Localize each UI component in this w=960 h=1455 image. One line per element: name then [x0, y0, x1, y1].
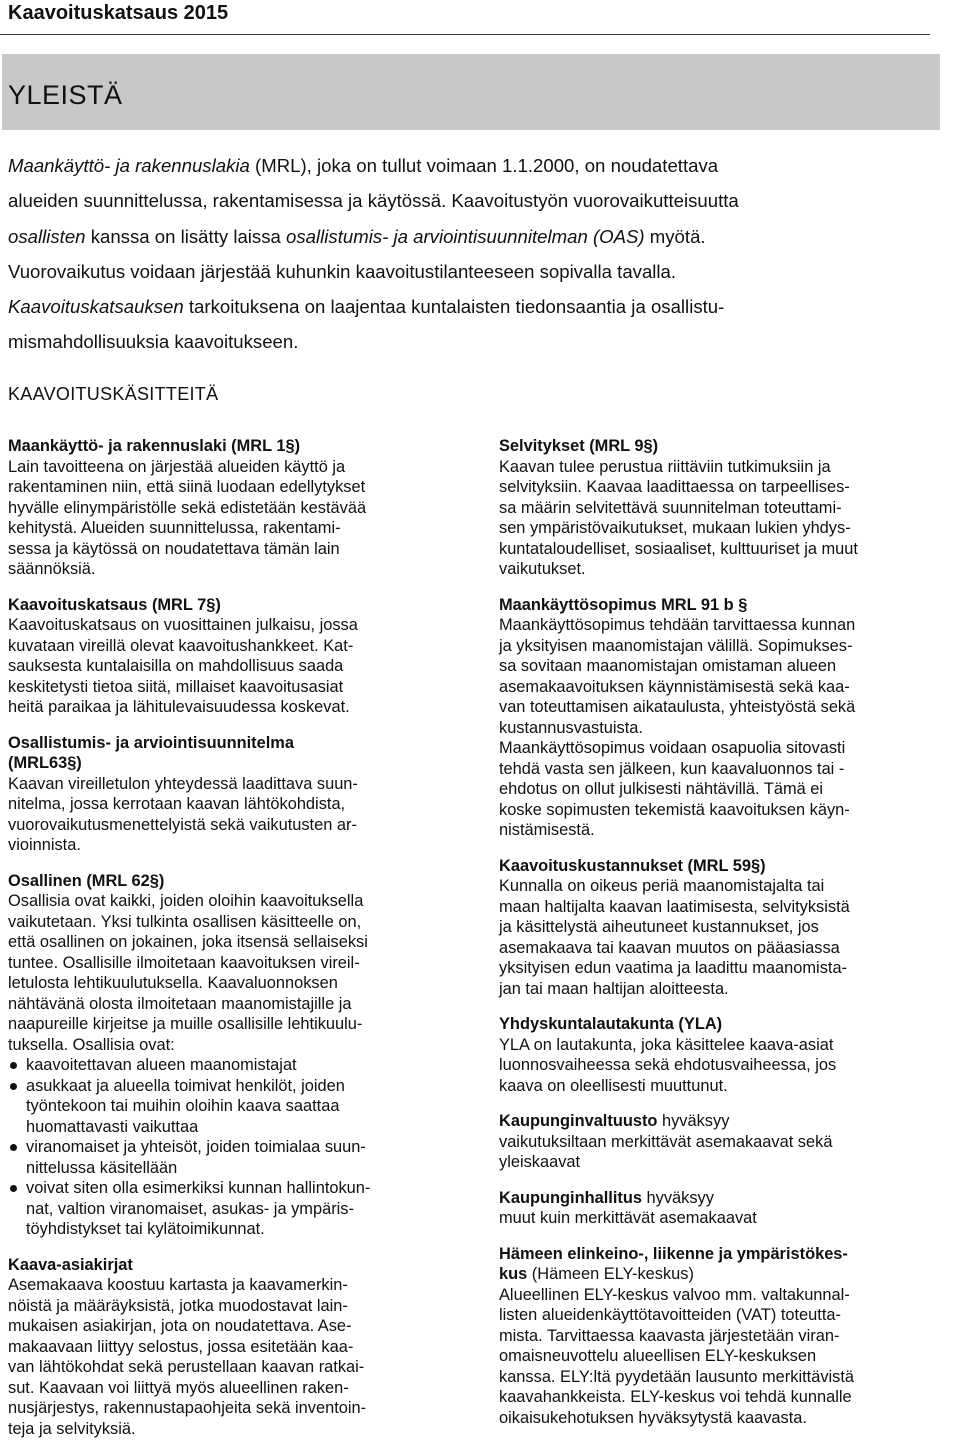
- entry-text-line: sen ympäristövaikutukset, mukaan lukien yhdys-: [499, 519, 851, 537]
- entry-text-line: vaikutetaan. Yksi tulkinta osallisen käsitteelle on,: [8, 912, 362, 931]
- entry-text-line: mista. Tarvittaessa kaavasta järjestetään viran-: [499, 1326, 840, 1345]
- entry-oas: [8, 733, 468, 856]
- entry-text-line: Lain tavoitteena on järjestää alueiden käyttö ja: [8, 457, 346, 476]
- entry-text-line: kanssa. ELY:ltä pyydetään lausunto merkittävistä: [499, 1367, 855, 1386]
- entry-heading: Maankäyttö- ja rakennuslaki (MRL 1§): [8, 437, 301, 455]
- entry-text-line: kaava on oleellisesti muuttunut.: [499, 1076, 728, 1095]
- entry-text-line: keskitetysti tietoa siitä, millaiset kaavoitusasiat: [8, 677, 344, 696]
- entry-mrl: [8, 436, 468, 580]
- osalliset-list: [8, 1055, 468, 1240]
- list-item-line: kaavoitettavan alueen maanomistajat: [26, 1056, 297, 1074]
- entry-text-line: nistämisestä.: [499, 821, 595, 839]
- entry-heading: Kaupunginhallitus hyväksyy: [499, 1188, 714, 1207]
- entry-text-line: nähtävänä olosta ilmoitetaan maanomistajille ja: [8, 994, 352, 1013]
- entry-text-line: omaisneuvottelu alueellisen ELY-keskuksen: [499, 1347, 817, 1365]
- entry-text-line: Kaavoituskatsaus on vuosittainen julkaisu, jossa: [8, 616, 358, 634]
- intro-line: Kaavoituskatsauksen tarkoituksena on laajentaa kuntalaisten tiedonsaantia ja osallistu-: [8, 296, 725, 318]
- list-item: [8, 1137, 468, 1178]
- entry-text-line: van lähtökohdat sekä perustellaan kaavan ratkai-: [8, 1358, 365, 1376]
- entry-text-line: vioinnista.: [8, 836, 81, 854]
- entry-heading: Maankäyttösopimus MRL 91 b §: [499, 595, 748, 614]
- entry-text-line: YLA on lautakunta, joka käsittelee kaava-asiat: [499, 1035, 834, 1054]
- list-item-line: nittelussa käsitellään: [26, 1158, 178, 1177]
- entry-text-line: selvityksiin. Kaavaa laadittaessa on tarpeellises-: [499, 478, 850, 496]
- entry-kaavoituskustannukset: [499, 856, 959, 1000]
- entry-text-line: makaavaan liittyy selostus, jossa esitetään kaa-: [8, 1337, 354, 1356]
- entry-text-line: sessa ja käytössä on noudatettava tämän lain: [8, 539, 340, 558]
- entry-text-line: asemakaava tai kaavan muutos on pääasiassa: [499, 938, 840, 957]
- list-item-line: viranomaiset ja yhteisöt, joiden toimialaa suun-: [26, 1138, 366, 1156]
- entry-text-line: muut kuin merkittävät asemakaavat: [499, 1209, 757, 1227]
- list-item-line: töyhdistykset tai kylätoimikunnat.: [26, 1220, 265, 1238]
- entry-heading: Selvitykset (MRL 9§): [499, 437, 659, 455]
- entry-heading: Kaava-asiakirjat: [8, 1255, 133, 1274]
- intro-term-oas: osallistumis- ja arviointisuunnitelman (OAS): [286, 225, 645, 247]
- entry-text-line: että osallinen on jokainen, joka itsensä sellaiseksi: [8, 933, 368, 951]
- entry-text-line: vuorovaikutusmenettelyistä sekä vaikutusten ar-: [8, 815, 357, 834]
- banner-title: YLEISTÄ: [8, 80, 123, 110]
- entry-text-line: sut. Kaavaan voi liittyä myös alueellinen raken-: [8, 1378, 349, 1397]
- entry-text-line: listen alueidenkäyttötavoitteiden (VAT) toteutta-: [499, 1306, 841, 1324]
- entry-text-line: rakentaminen niin, että siinä luodaan edellytykset: [8, 478, 366, 496]
- entry-heading: Osallistumis- ja arviointisuunnitelma: [8, 733, 294, 752]
- entry-text-line: nusjärjestys, rakennustapaohjeita sekä inventoin-: [8, 1399, 367, 1417]
- entry-heading: Kaupunginvaltuusto hyväksyy: [499, 1112, 730, 1130]
- entry-text-line: nitelma, jossa kerrotaan kaavan lähtökohdista,: [8, 795, 346, 813]
- entry-text-line: Maankäyttösopimus voidaan osapuolia sitovasti: [499, 739, 846, 757]
- intro-line: Vuorovaikutus voidaan järjestää kuhunkin kaavoitustilanteeseen sopivalla tavalla.: [8, 260, 677, 282]
- list-item-line: huomattavasti vaikuttaa: [26, 1117, 199, 1136]
- entry-text-line: maan haltijalta kaavan laatimisesta, selvityksistä: [499, 897, 850, 916]
- intro-term-osalliset: osallisten: [8, 225, 86, 247]
- entry-text-line: jan tai maan haltijan aloitteesta.: [499, 979, 729, 998]
- entry-text-line: van toteuttamisen aikataulusta, yhteistyöstä sekä: [499, 698, 856, 716]
- concepts-heading: KAAVOITUSKÄSITTEITÄ: [8, 384, 219, 404]
- right-column: [499, 436, 959, 1428]
- entry-yla: [499, 1014, 959, 1096]
- entry-text-line: teja ja selvityksiä.: [8, 1419, 136, 1438]
- entry-maankayttosopimus: [499, 595, 959, 841]
- entry-text-line: ja yksityisen maanomistajan välillä. Sopimukses-: [499, 636, 853, 655]
- entry-text-line: Alueellinen ELY-keskus valvoo mm. valtakunnal-: [499, 1285, 850, 1304]
- entry-text-line: yksityisen edun vaatima ja laadittu maanomista-: [499, 959, 848, 977]
- list-item: [8, 1178, 468, 1240]
- list-item-line: nat, valtion viranomaiset, asukas- ja ympäris-: [26, 1199, 354, 1218]
- intro-line: alueiden suunnittelussa, rakentamisessa ja käytössä. Kaavoitustyön vuorovaikutteisuutta: [8, 190, 739, 212]
- entry-text-line: Kunnalla on oikeus periä maanomistajalta tai: [499, 877, 825, 895]
- intro-line: Maankäyttö- ja rakennuslakia (MRL), joka on tullut voimaan 1.1.2000, on noudatettava: [8, 155, 719, 176]
- entry-kaava-asiakirjat: [8, 1255, 468, 1440]
- intro-line: mismahdollisuuksia kaavoitukseen.: [8, 331, 299, 353]
- entry-text-line: tuksella. Osallisia ovat:: [8, 1035, 175, 1054]
- entry-text-line: kuntataloudelliset, sosiaaliset, kulttuuriset ja muut: [499, 539, 858, 558]
- intro-line: osallisten kanssa on lisätty laissa osallistumis- ja arviointisuunnitelman (OAS) myötä.: [8, 225, 706, 247]
- entry-text-line: Kaavan tulee perustua riittäviin tutkimuksiin ja: [499, 457, 831, 476]
- entry-heading: Kaavoituskustannukset (MRL 59§): [499, 856, 766, 875]
- left-column: [8, 436, 468, 1439]
- list-item: [8, 1055, 468, 1076]
- list-item-line: asukkaat ja alueella toimivat henkilöt, joiden: [26, 1076, 345, 1095]
- entry-heading-cont: (MRL63§): [8, 754, 82, 772]
- entry-text-line: kaavahankkeista. ELY-keskus voi tehdä kunnalle: [499, 1388, 852, 1406]
- entry-heading: Hämeen elinkeino-, liikenne ja ympäristökes-: [499, 1244, 848, 1263]
- entry-text-line: letulosta lehtikuulutuksella. Kaavaluonnoksen: [8, 974, 338, 992]
- entry-text-line: Osallisia ovat kaikki, joiden oloihin kaavoituksella: [8, 892, 364, 910]
- entry-text-line: säännöksiä.: [8, 560, 96, 578]
- entry-text-line: Kaavan vireilletulon yhteydessä laadittava suun-: [8, 774, 358, 793]
- entry-text-line: kehitystä. Alueiden suunnittelussa, rakentami-: [8, 519, 341, 537]
- entry-text-line: sauksesta kuntalaisilla on mahdollisuus saada: [8, 657, 344, 675]
- list-item: [8, 1076, 468, 1138]
- entry-text-line: sa sovitaan maanomistajan omistaman alueen: [499, 657, 837, 675]
- entry-text-line: yleiskaavat: [499, 1153, 581, 1171]
- entry-kaupunginvaltuusto: [499, 1111, 959, 1173]
- list-item-line: työntekoon tai muihin oloihin kaava saattaa: [26, 1097, 340, 1115]
- entry-text-line: sa määrin selvitettävä suunnitelman toteuttami-: [499, 498, 842, 517]
- intro-term-katsaus: Kaavoituskatsauksen: [8, 296, 184, 318]
- entry-text-line: naapureille kirjeitse ja muille osallisille lehtikuulu-: [8, 1015, 363, 1033]
- entry-ely-keskus: [499, 1244, 959, 1429]
- entry-text-line: Asemakaava koostuu kartasta ja kaavamerkin-: [8, 1276, 348, 1294]
- document-title: Kaavoituskatsaus 2015: [8, 2, 229, 24]
- entry-text-line: mukaisen asiakirjan, jota on noudatettava. Ase-: [8, 1317, 352, 1335]
- intro-term-mrl: Maankäyttö- ja rakennuslakia: [8, 155, 250, 176]
- entry-text-line: koske sopimusten tekemistä kaavoituksen käyn-: [499, 800, 850, 819]
- entry-text-line: tehdä vasta sen jälkeen, kun kaavaluonnos tai -: [499, 759, 845, 778]
- entry-kaavoituskatsaus: [8, 595, 468, 718]
- entry-text-line: vaikutuksiltaan merkittävät asemakaavat sekä: [499, 1132, 833, 1151]
- list-item-line: voivat siten olla esimerkiksi kunnan hallintokun-: [26, 1179, 371, 1197]
- entry-text-line: asemakaavoituksen käynnistämisestä sekä kaa-: [499, 677, 850, 696]
- entry-text-line: ja käsittelystä aiheutuneet kustannukset, jos: [499, 918, 819, 936]
- entry-text-line: hyvälle elinympäristölle sekä edistetään kestävää: [8, 498, 367, 517]
- entry-text-line: kustannusvastuista.: [499, 718, 643, 737]
- entry-text-line: Maankäyttösopimus tehdään tarvittaessa kunnan: [499, 616, 856, 634]
- entry-text-line: nöistä ja määräyksistä, jotka muodostavat lain-: [8, 1296, 348, 1315]
- entry-heading: Kaavoituskatsaus (MRL 7§): [8, 595, 221, 614]
- entry-text-line: kuvataan vireillä olevat kaavoitushankkeet. Kat-: [8, 636, 354, 655]
- entry-osallinen: [8, 871, 468, 1240]
- section-banner: [2, 54, 940, 130]
- entry-kaupunginhallitus: [499, 1188, 959, 1229]
- entry-text-line: ehdotus on ollut julkisesti nähtävillä. Tämä ei: [499, 780, 824, 798]
- entry-heading: Yhdyskuntalautakunta (YLA): [499, 1015, 723, 1033]
- entry-text-line: oikaisukehotuksen hyväksytystä kaavasta.: [499, 1408, 807, 1427]
- entry-selvitykset: [499, 436, 959, 580]
- entry-text-line: tuntee. Osallisille ilmoitetaan kaavoituksen vireil-: [8, 953, 360, 972]
- entry-text-line: luonnosvaiheessa sekä ehdotusvaiheessa, jos: [499, 1056, 837, 1074]
- header-rule: [0, 34, 930, 35]
- entry-text-line: heitä paraikaa ja lähitulevaisuudessa koskevat.: [8, 698, 350, 716]
- intro-paragraph: [8, 148, 943, 360]
- entry-heading-cont: kus (Hämeen ELY-keskus): [499, 1265, 694, 1283]
- document-header: [0, 0, 960, 36]
- entry-heading: Osallinen (MRL 62§): [8, 871, 165, 890]
- entry-text-line: vaikutukset.: [499, 560, 586, 578]
